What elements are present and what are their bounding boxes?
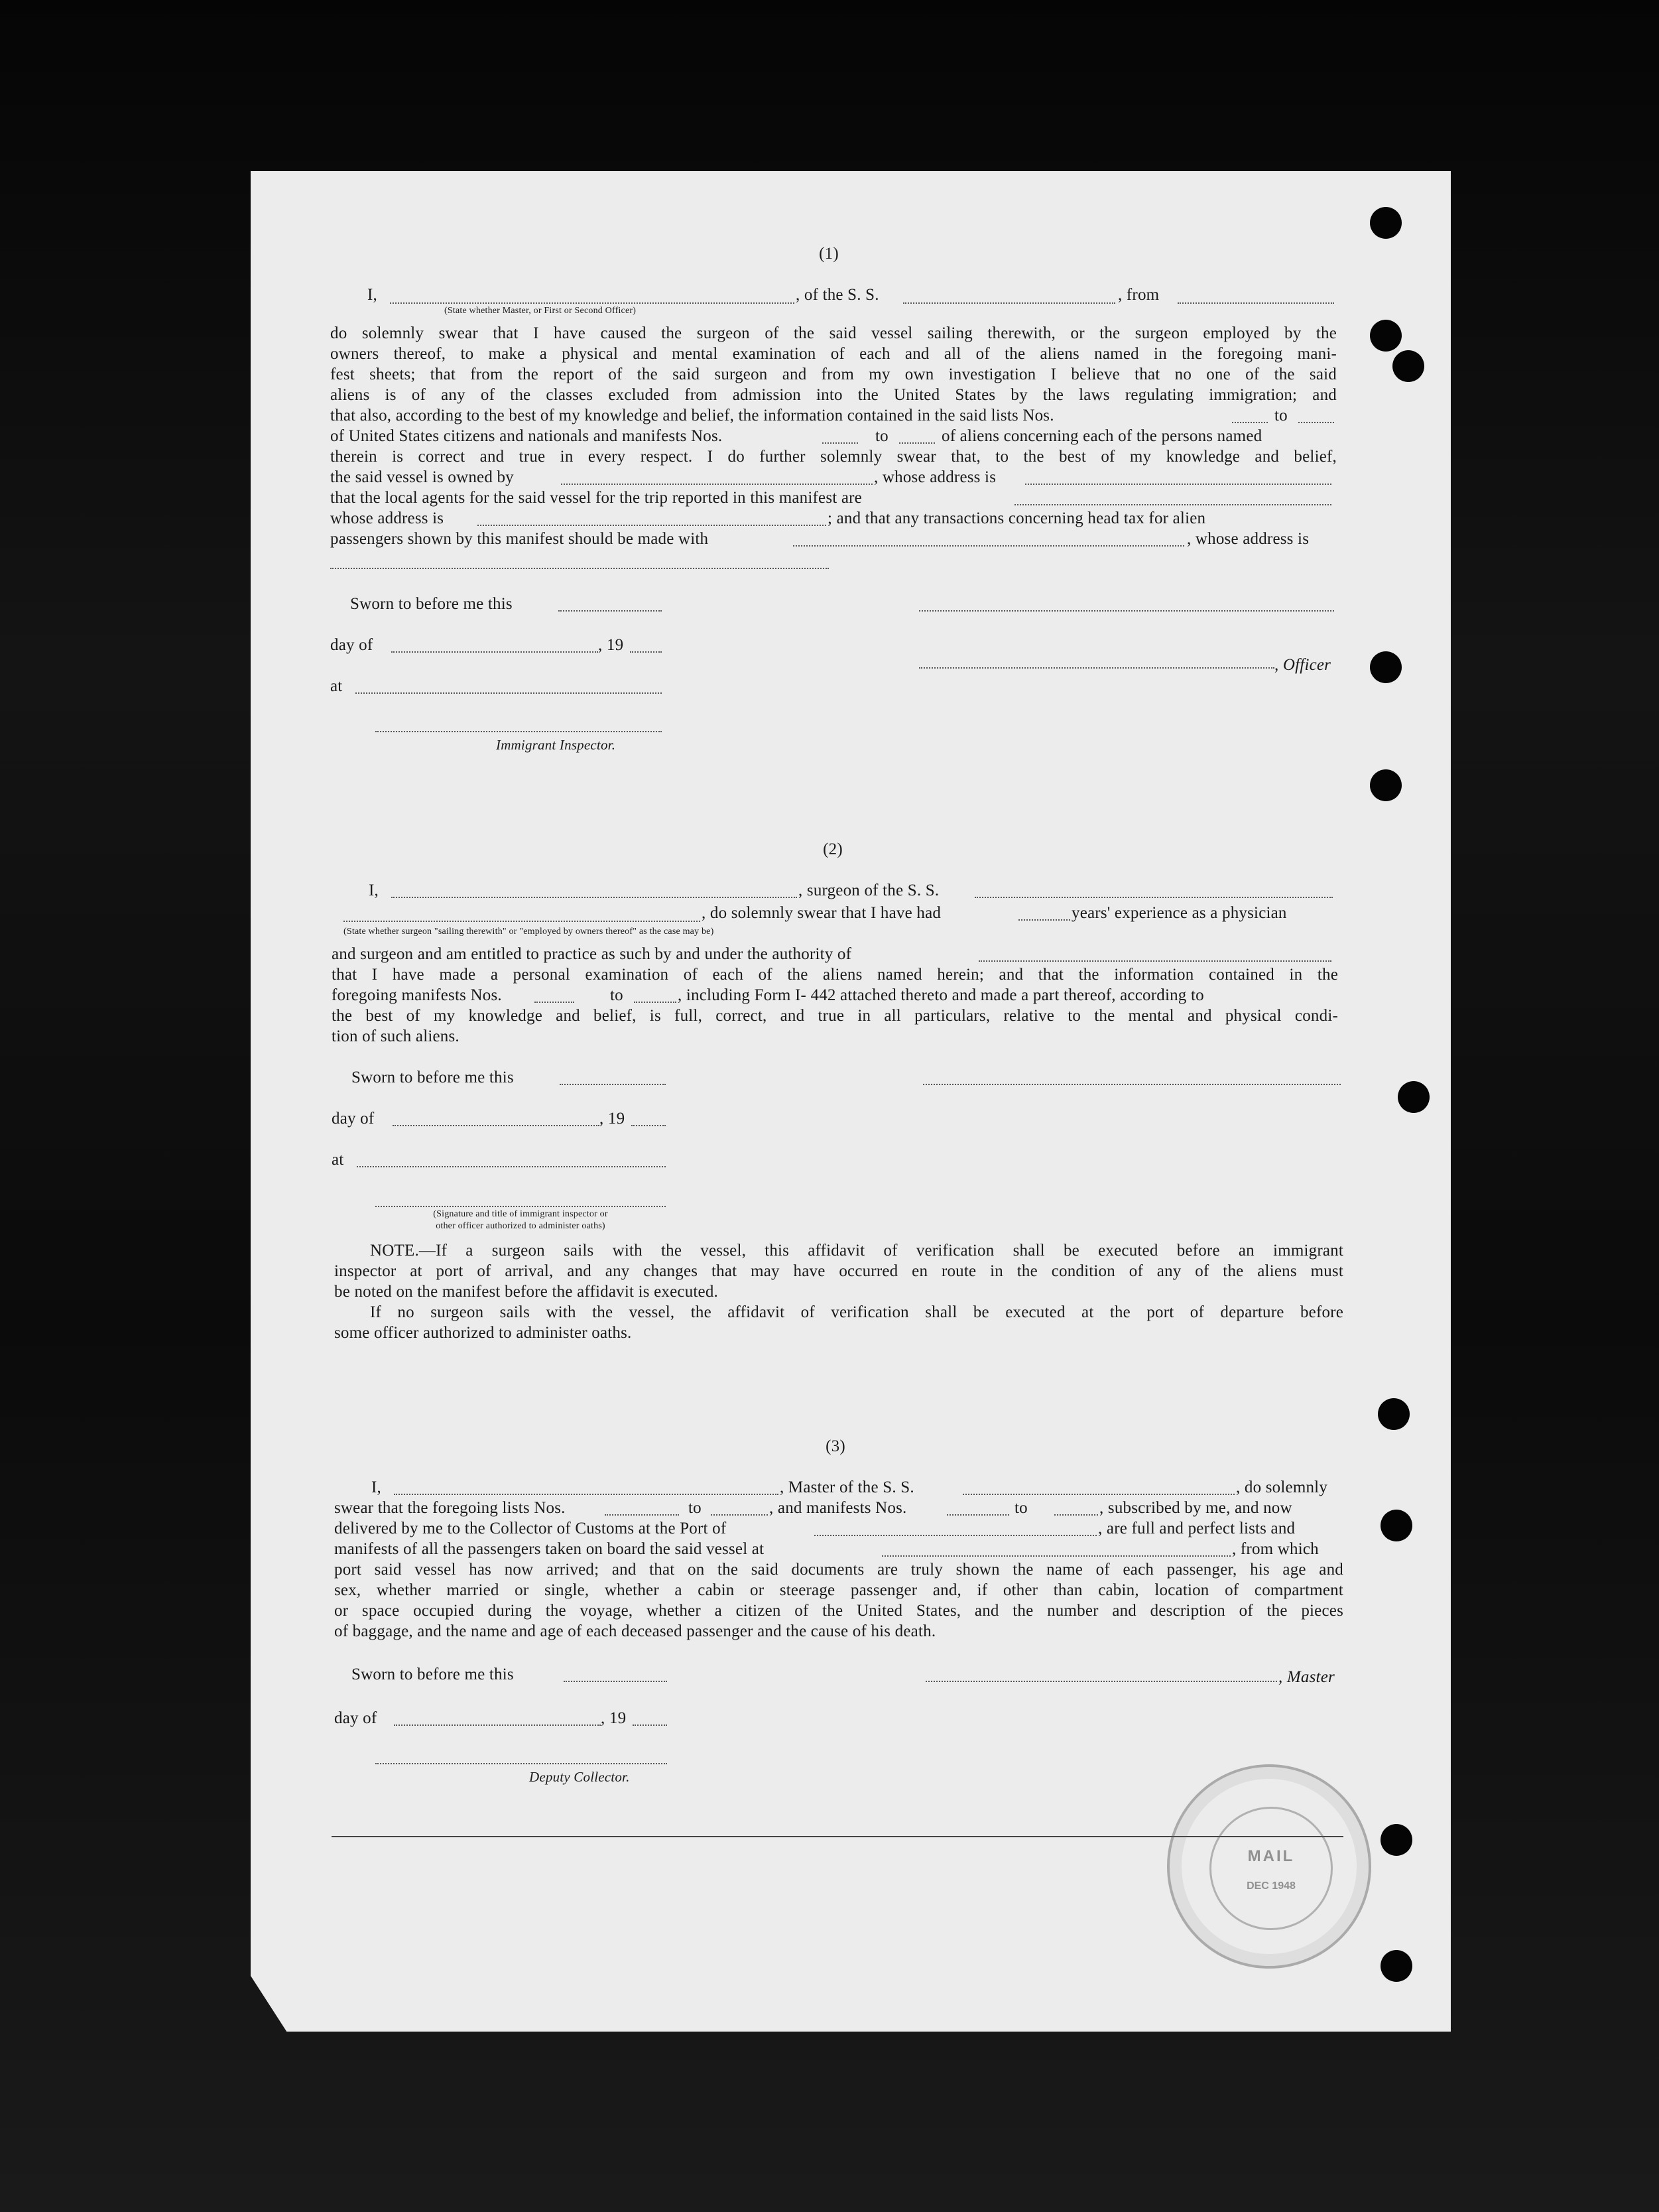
stamp-inner-ring [1209,1807,1333,1930]
punch-hole [1398,1081,1430,1113]
master-lists-to-field[interactable] [711,1514,768,1516]
section-1-whose-address: , whose address is [874,468,997,486]
section-1-whose-address: , whose address is [1187,530,1310,548]
section-3-body-line: or space occupied during the voyage, whether a citizen of the United States, and the number and description of the pieces [334,1602,1343,1620]
master-name-field[interactable] [394,1494,778,1495]
immigration-stamp [1167,1764,1371,1969]
section-3-line4-a: manifests of all the passengers taken on board the said vessel at [334,1540,765,1558]
section-3-line2-to: to [1014,1499,1028,1517]
lists-to-field[interactable] [1298,422,1334,423]
surgeon-note: (State whether surgeon "sailing therewith" or "employed by owners thereof" as the case may be) [343,927,714,937]
section-1-line1-I: I, [367,286,377,304]
section-1-body-line: therein is correct and true in every respect. I do further solemnly swear that, to the best of my knowledge and belief, [330,448,1337,466]
section-1-to: to [875,427,889,445]
section-1-body-line: whose address is [330,509,444,527]
port-field[interactable] [814,1535,1097,1536]
section-1-body-line: that the local agents for the said vessel for the trip reported in this manifest are [330,489,862,507]
collector-signature-field[interactable] [375,1763,667,1764]
surgeon-place-field[interactable] [357,1166,666,1167]
surgeon-manifests-to-field[interactable] [634,1002,676,1003]
note-line: some officer authorized to administer oaths. [334,1324,632,1342]
section-1-body-line: aliens is of any of the classes excluded from admission into the United States by the laws regulating immigration; and [330,386,1337,404]
year-field[interactable] [630,651,662,653]
master-signature-field[interactable] [926,1681,1277,1682]
section-2-line1-I: I, [369,881,379,899]
surgeon-manifests-from-field[interactable] [534,1002,574,1003]
note-line: If no surgeon sails with the vessel, the affidavit of verification shall be executed at the port of departure before [370,1303,1343,1321]
stamp-text: MAIL [1247,1847,1295,1865]
section-3-line2-b: , and manifests Nos. [769,1499,907,1517]
section-2-body-line: foregoing manifests Nos. [332,986,502,1004]
section-2-year: , 19 [599,1110,625,1128]
section-1-number: (1) [819,245,839,263]
sworn-day-field[interactable] [558,610,662,612]
section-2-to: to [610,986,623,1004]
section-1-body-line: fest sheets; that from the report of the said surgeon and from my own investigation I believe that no one of the said [330,365,1337,383]
section-2-at: at [332,1151,344,1169]
section-1-line1-of: , of the S. S. [796,286,879,304]
place-field[interactable] [355,692,662,694]
section-3-body-line: of baggage, and the name and age of each deceased passenger and the cause of his death. [334,1622,936,1640]
section-1-sworn: Sworn to before me this [350,595,513,613]
section-1-of-aliens: of aliens concerning each of the persons named [942,427,1262,445]
punch-hole [1381,1950,1412,1982]
surgeon-vessel-field[interactable] [975,897,1333,898]
note-line: NOTE.—If a surgeon sails with the vessel, this affidavit of verification shall be executed before an immigrant [370,1242,1343,1260]
section-1-head-tax: ; and that any transactions concerning head tax for alien [828,509,1206,527]
head-tax-address-field[interactable] [330,568,829,569]
surgeon-day-month-field[interactable] [393,1125,599,1126]
punch-hole [1381,1824,1412,1856]
section-2-body-line: tion of such aliens. [332,1027,460,1045]
section-2-years: years' experience as a physician [1072,904,1287,922]
section-1-body-line: that also, according to the best of my knowledge and belief, the information contained in the said lists Nos. [330,407,1054,424]
section-1-inspector-label: Immigrant Inspector. [496,737,616,753]
section-3-year: , 19 [601,1709,627,1727]
lists-from-field[interactable] [1232,422,1268,423]
administering-officer-field[interactable] [375,1206,666,1207]
from-field[interactable] [1178,302,1334,304]
surgeon-name-field[interactable] [391,897,797,898]
section-3-line4-b: , from which [1232,1540,1319,1558]
section-2-line2: , do solemnly swear that I have had [702,904,942,922]
section-1-year: , 19 [598,636,624,654]
punch-hole [1370,207,1402,239]
section-2-number: (2) [823,840,843,858]
head-tax-party-field[interactable] [793,545,1184,547]
section-3-master-label: , Master [1278,1668,1335,1686]
officer-signature-field[interactable] [919,610,1334,612]
day-month-field[interactable] [391,651,598,653]
surgeon-signature-field[interactable] [923,1084,1341,1085]
punch-hole [1392,350,1424,382]
section-2-line1-surgeon: , surgeon of the S. S. [798,881,940,899]
master-day-month-field[interactable] [394,1724,601,1726]
note-line: be noted on the manifest before the affidavit is executed. [334,1283,718,1301]
section-1-day-of: day of [330,636,373,654]
stamp-date: DEC 1948 [1247,1880,1296,1892]
section-1-body-line: the said vessel is owned by [330,468,514,486]
master-vessel-field[interactable] [963,1494,1235,1495]
section-3-body-line: sex, whether married or single, whether a cabin or steerage passenger and, if other than cabin, location of compartment [334,1581,1343,1599]
master-manifests-from-field[interactable] [947,1514,1009,1516]
section-3-line2-to: to [688,1499,702,1517]
section-1-body-line: owners thereof, to make a physical and mental examination of each and all of the aliens named in the foregoing mani- [330,345,1337,363]
section-1-body-line: do solemnly swear that I have caused the surgeon of the said vessel sailing therewith, or the surgeon employed by the [330,324,1337,342]
section-3-number: (3) [826,1437,845,1455]
signature-note-line-1: (Signature and title of immigrant inspector or [433,1209,608,1219]
punch-hole [1370,769,1402,801]
section-3-line2-a: swear that the foregoing lists Nos. [334,1499,566,1517]
punch-hole [1370,651,1402,683]
inspector-signature-field[interactable] [375,731,662,732]
punch-hole [1378,1398,1410,1430]
section-2-form-text: , including Form I- 442 attached thereto and made a part thereof, according to [678,986,1204,1004]
officer-name-field[interactable] [919,667,1274,669]
section-1-at: at [330,677,343,695]
surgeon-year-field[interactable] [631,1125,666,1126]
section-1-body-line: of United States citizens and nationals and manifests Nos. [330,427,723,445]
section-3-line3-a: delivered by me to the Collector of Customs at the Port of [334,1520,727,1537]
master-manifests-to-field[interactable] [1054,1514,1098,1516]
owner-address-field[interactable] [1025,484,1331,485]
section-1-line1-from: , from [1118,286,1160,304]
agents-field[interactable] [1014,504,1331,505]
section-1-body-line: passengers shown by this manifest should be made with [330,530,709,548]
years-field[interactable] [1018,919,1070,921]
authority-field[interactable] [979,960,1331,962]
master-sworn-day-field[interactable] [564,1681,667,1682]
officer-note: (State whether Master, or First or Second Officer) [444,306,637,316]
section-3-line1-master: , Master of the S. S. [780,1478,914,1496]
agents-address-field[interactable] [477,525,826,526]
section-1-officer-label: , Officer [1274,656,1331,674]
section-3-line2-c: , subscribed by me, and now [1099,1499,1292,1517]
owner-field[interactable] [561,484,873,485]
section-2-body-line: that I have made a personal examination of each of the aliens named herein; and that the information contained in the [332,966,1338,984]
master-year-field[interactable] [633,1724,667,1726]
section-3-collector-label: Deputy Collector. [529,1769,630,1785]
signature-note-line-2: other officer authorized to administer oaths) [436,1221,605,1231]
punch-hole [1370,320,1402,352]
section-1-to: to [1274,407,1288,424]
section-3-sworn: Sworn to before me this [351,1665,514,1683]
embarkation-port-field[interactable] [882,1555,1231,1557]
section-3-body-line: port said vessel has now arrived; and that on the said documents are truly shown the name of each passenger, his age and [334,1561,1343,1579]
section-3-line1-I: I, [371,1478,381,1496]
manifests-from-field[interactable] [822,442,858,444]
surgeon-sworn-day-field[interactable] [560,1084,666,1085]
section-2-sworn: Sworn to before me this [351,1069,514,1086]
section-2-body-line: and surgeon and am entitled to practice as such by and under the authority of [332,945,852,963]
punch-hole [1381,1510,1412,1541]
section-2-day-of: day of [332,1110,375,1128]
note-line: inspector at port of arrival, and any changes that may have occurred en route in the condition of any of the aliens must [334,1262,1343,1280]
master-lists-from-field[interactable] [605,1514,679,1516]
manifests-to-field[interactable] [899,442,935,444]
section-3-line3-b: , are full and perfect lists and [1098,1520,1296,1537]
section-2-body-line: the best of my knowledge and belief, is full, correct, and true in all particulars, relative to the mental and physical condi- [332,1007,1338,1025]
vessel-field[interactable] [903,302,1115,304]
section-3-line1-end: , do solemnly [1236,1478,1328,1496]
section-3-day-of: day of [334,1709,377,1727]
